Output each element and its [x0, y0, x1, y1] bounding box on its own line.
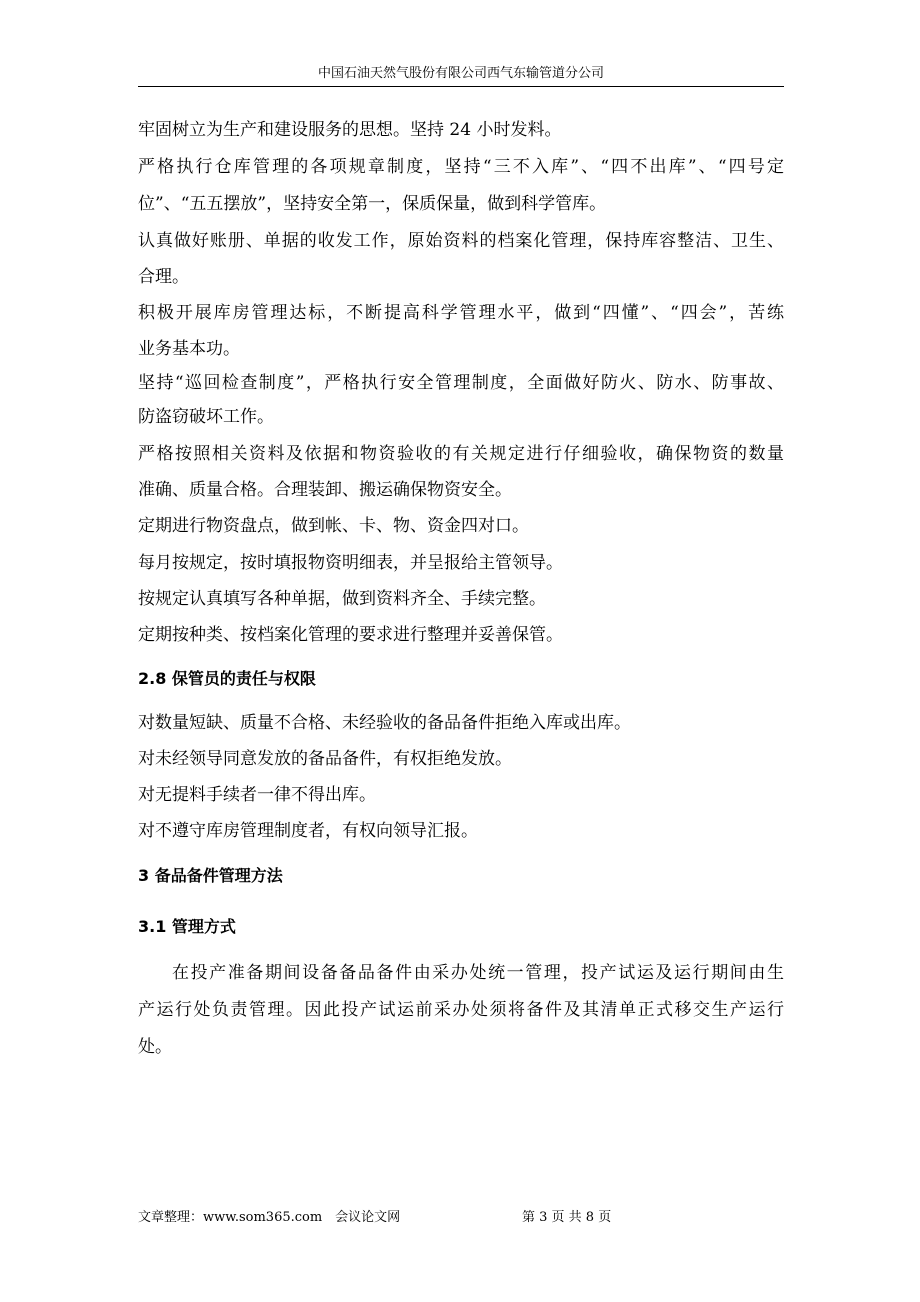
section-heading-3: 3 备品备件管理方法	[138, 866, 283, 885]
paragraph-line: 对无提料手续者一律不得出库。	[138, 785, 376, 805]
page-header	[138, 66, 784, 87]
header-company: 中国石油天然气股份有限公司西气东输管道分公司	[317, 66, 604, 81]
paragraph-line: 业务基本功。	[138, 339, 240, 359]
paragraph-line: 对数量短缺、质量不合格、未经验收的备品备件拒绝入库或出库。	[138, 713, 631, 733]
paragraph-line: 处。	[138, 1037, 172, 1057]
section-heading-2-8: 2.8 保管员的责任与权限	[138, 669, 316, 688]
paragraph-line: 产运行处负责管理。因此投产试运前采办处须将备件及其清单正式移交生产运行	[138, 1000, 784, 1020]
paragraph-line: 位”、“五五摆放”，坚持安全第一，保质保量，做到科学管库。	[138, 194, 607, 214]
paragraph-line: 严格执行仓库管理的各项规章制度，坚持“三不入库”、“四不出库”、“四号定	[138, 157, 784, 177]
paragraph-line: 认真做好账册、单据的收发工作，原始资料的档案化管理，保持库容整洁、卫生、	[138, 231, 784, 251]
paragraph-line: 在投产准备期间设备备品备件由采办处统一管理，投产试运及运行期间由生	[172, 963, 784, 983]
paragraph-line: 严格按照相关资料及依据和物资验收的有关规定进行仔细验收，确保物资的数量	[138, 444, 784, 464]
paragraph-line: 按规定认真填写各种单据，做到资料齐全、手续完整。	[138, 589, 546, 609]
paragraph-line: 每月按规定，按时填报物资明细表，并呈报给主管领导。	[138, 553, 563, 573]
paragraph-line: 积极开展库房管理达标，不断提高科学管理水平，做到“四懂”、“四会”，苦练	[138, 303, 784, 323]
footer-page-number: 第 3 页 共 8 页	[522, 1210, 612, 1225]
paragraph-line: 坚持“巡回检查制度”，严格执行安全管理制度，全面做好防火、防水、防事故、	[138, 373, 784, 393]
paragraph-line: 对未经领导同意发放的备品备件，有权拒绝发放。	[138, 749, 512, 769]
paragraph-line: 防盗窃破坏工作。	[138, 407, 274, 427]
paragraph-line: 定期按种类、按档案化管理的要求进行整理并妥善保管。	[138, 625, 563, 645]
paragraph-line: 牢固树立为生产和建设服务的思想。坚持 24 小时发料。	[138, 120, 562, 140]
footer-source: 文章整理：www.som365.com 会议论文网	[138, 1210, 401, 1225]
paragraph-line: 合理。	[138, 267, 189, 287]
paragraph-line: 定期进行物资盘点，做到帐、卡、物、资金四对口。	[138, 516, 529, 536]
paragraph-line: 对不遵守库房管理制度者，有权向领导汇报。	[138, 821, 478, 841]
paragraph-line: 准确、质量合格。合理装卸、搬运确保物资安全。	[138, 480, 512, 500]
section-heading-3-1: 3.1 管理方式	[138, 917, 236, 936]
